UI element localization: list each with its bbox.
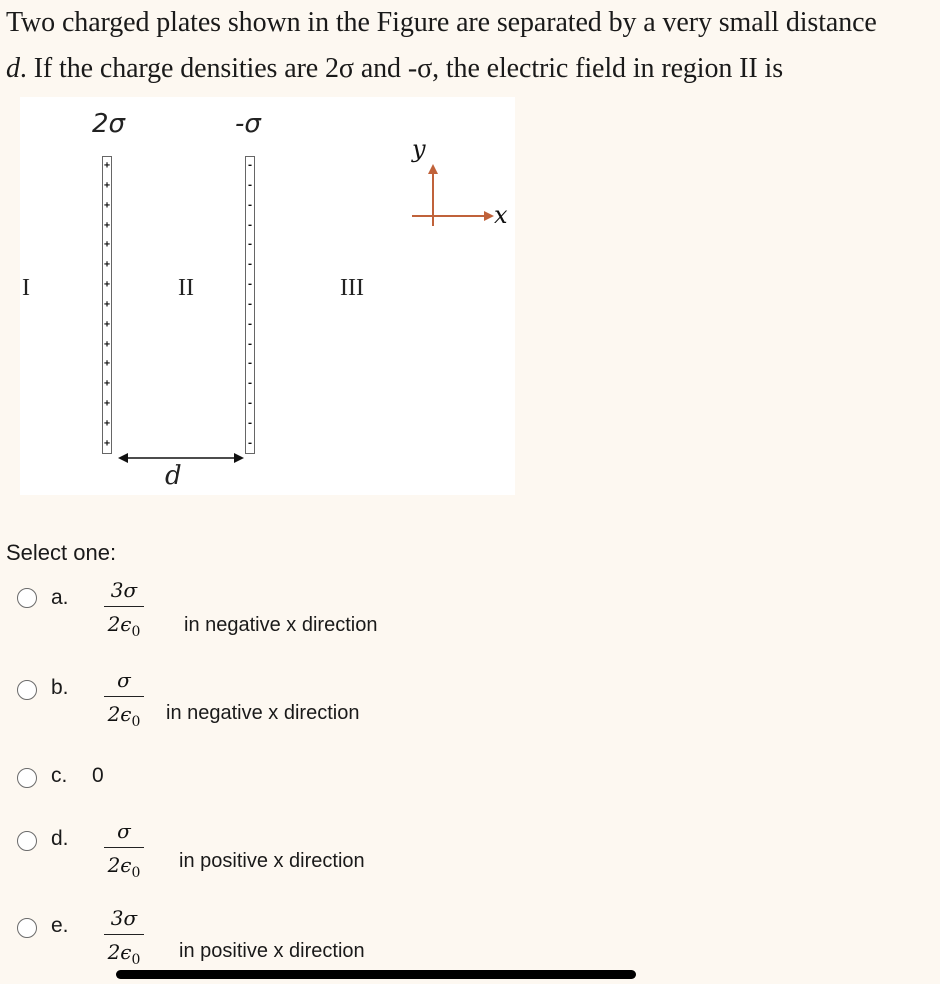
region-2-label: II	[178, 275, 194, 301]
option-b-text: in negative x direction	[166, 702, 360, 724]
option-e-fraction	[104, 905, 144, 968]
minus-charge-5: -	[246, 239, 254, 251]
option-d-fraction	[104, 818, 144, 881]
plus-charge-9: +	[103, 318, 111, 330]
home-indicator	[116, 970, 636, 979]
option-e-den-sub: 0	[131, 952, 141, 968]
radio-e[interactable]	[17, 918, 37, 938]
option-d-letter: d.	[51, 827, 69, 850]
option-d-den-sub: 0	[131, 865, 141, 881]
option-a-denominator: 2ϵ	[107, 612, 132, 636]
option-d-text: in positive x direction	[179, 850, 365, 872]
question-text	[6, 0, 936, 92]
plus-charge-5: +	[103, 239, 111, 251]
option-d-denominator: 2ϵ	[107, 853, 132, 877]
option-b-denominator: 2ϵ	[107, 702, 132, 726]
plus-charge-1: +	[103, 160, 111, 171]
plus-charge-12: +	[103, 378, 111, 390]
select-one-prompt: Select one:	[6, 540, 117, 565]
plus-charge-7: +	[103, 279, 111, 291]
option-d[interactable]	[0, 815, 600, 895]
option-b-den-sub: 0	[131, 714, 141, 730]
option-a-den-sub: 0	[131, 624, 141, 640]
minus-charge-10: -	[246, 338, 254, 350]
minus-charge-11: -	[246, 358, 254, 370]
minus-charge-7: -	[246, 279, 254, 291]
minus-charge-2: -	[246, 179, 254, 191]
option-b[interactable]	[0, 664, 600, 744]
right-plate-charge-label: -σ	[235, 109, 261, 139]
plus-charge-2: +	[103, 179, 111, 191]
radio-a[interactable]	[17, 588, 37, 608]
axis-y-label: y	[412, 135, 426, 163]
plus-charge-15: +	[103, 437, 111, 449]
minus-charge-13: -	[246, 398, 254, 410]
minus-charge-14: -	[246, 417, 254, 429]
option-a-numerator: 3σ	[110, 578, 138, 602]
separation-label: d	[165, 461, 182, 491]
minus-charge-4: -	[246, 219, 254, 231]
radio-c[interactable]	[17, 768, 37, 788]
minus-charge-15: -	[246, 437, 254, 449]
region-1-label: I	[22, 275, 30, 301]
minus-charge-8: -	[246, 298, 254, 310]
minus-charge-12: -	[246, 378, 254, 390]
option-c-letter: c.	[51, 764, 68, 787]
radio-d[interactable]	[17, 831, 37, 851]
option-a-fraction	[104, 577, 144, 640]
minus-charge-1: -	[246, 160, 254, 171]
option-b-numerator: σ	[117, 668, 131, 692]
minus-charge-9: -	[246, 318, 254, 330]
plus-charge-8: +	[103, 298, 111, 310]
option-a-text: in negative x direction	[184, 614, 378, 636]
option-b-letter: b.	[51, 676, 69, 699]
plus-charge-3: +	[103, 199, 111, 211]
plus-charge-6: +	[103, 259, 111, 271]
option-c-value: 0	[92, 764, 104, 787]
option-d-numerator: σ	[117, 819, 131, 843]
minus-charge-6: -	[246, 259, 254, 271]
question-part1: Two charged plates shown in the Figure are separated by a very small distance	[6, 7, 877, 38]
minus-charge-3: -	[246, 199, 254, 211]
left-plate-charge-label: 2σ	[92, 109, 126, 139]
plus-charge-11: +	[103, 358, 111, 370]
plus-charge-10: +	[103, 338, 111, 350]
option-a[interactable]	[0, 572, 600, 652]
option-e-numerator: 3σ	[110, 906, 138, 930]
plates-figure	[20, 97, 515, 495]
option-a-letter: a.	[51, 586, 69, 609]
option-e-text: in positive x direction	[179, 940, 365, 962]
radio-b[interactable]	[17, 680, 37, 700]
plus-charge-4: +	[103, 219, 111, 231]
region-3-label: III	[340, 275, 364, 301]
option-b-fraction	[104, 667, 144, 730]
option-e-letter: e.	[51, 914, 69, 937]
question-d-var: d	[6, 53, 20, 84]
option-e-denominator: 2ϵ	[107, 940, 132, 964]
question-part2: . If the charge densities are 2σ and -σ, the electric field in region II is	[19, 53, 783, 84]
plus-charge-14: +	[103, 417, 111, 429]
plus-charge-13: +	[103, 398, 111, 410]
axis-x-label: x	[494, 201, 508, 229]
